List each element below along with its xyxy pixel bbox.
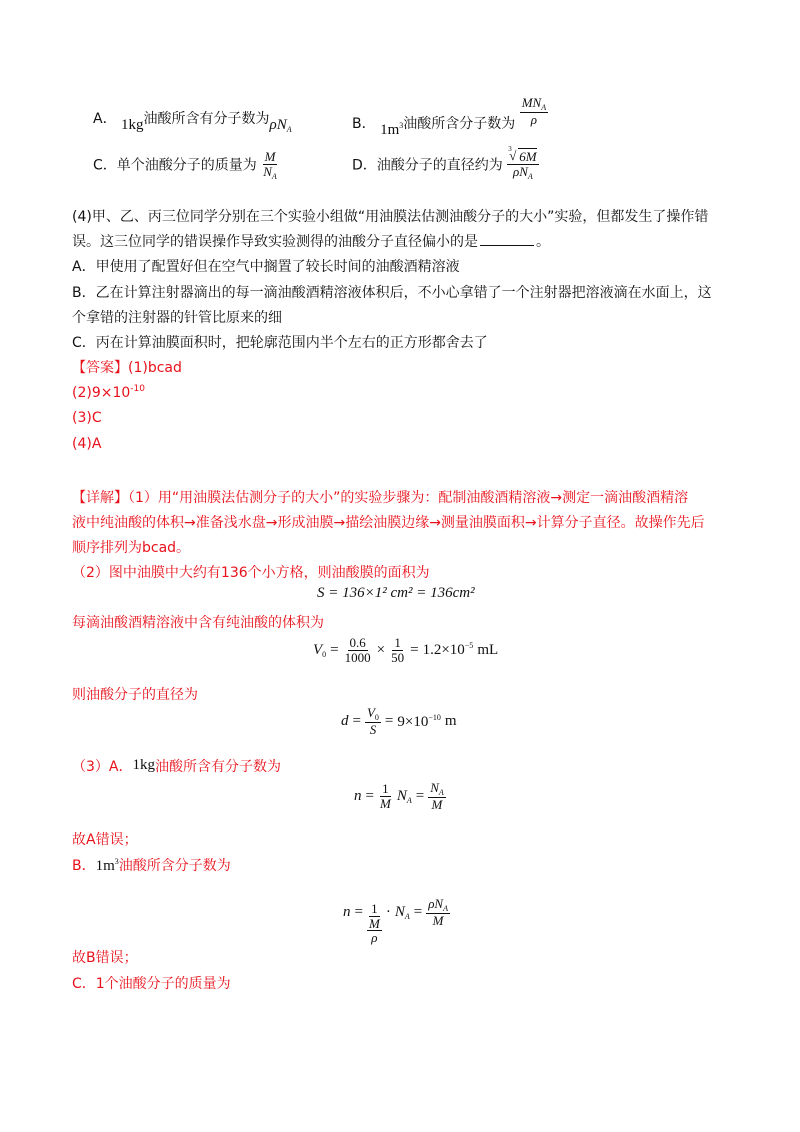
option-b-unit: 1m xyxy=(380,121,400,138)
option-d-den: ρN xyxy=(513,163,528,179)
option-c-text: 单个油酸分子的质量为 xyxy=(116,157,257,174)
answer-2-base: (2)9×10 xyxy=(72,385,131,401)
option-a-sub: A xyxy=(286,125,292,134)
option-a-prefix: A． xyxy=(93,111,117,127)
equation-volume: $V_0$ = $\frac{0.6}{1000}$ × $\frac{1}{50}$ = $1.2\times 10^{-5}$ mL xyxy=(313,635,499,665)
option-b xyxy=(352,95,548,138)
eq-n2-r-num-sub: A xyxy=(443,903,448,913)
eq-n2-f-den-top: M xyxy=(368,915,380,931)
option-a-n: N xyxy=(276,117,287,133)
explain-p6-prefix: B． xyxy=(72,858,96,874)
option-b-num: MN xyxy=(521,95,542,110)
answer-3: (3)C xyxy=(72,410,102,426)
eq-v-f2-den: 50 xyxy=(391,649,405,665)
option-a-unit: 1kg xyxy=(121,117,144,133)
eq-n1-f-den: M xyxy=(379,796,391,812)
explain-p5-unit: 1kg xyxy=(132,757,155,773)
option-d-text: 油酸分子的直径约为 xyxy=(376,157,503,174)
answer-2 xyxy=(72,384,145,401)
q4-stem-line2-end: 。 xyxy=(536,234,550,250)
equation-diameter: d = $\frac{V_0}{S}$ = $9\times 10^{-10}$ m xyxy=(341,705,457,738)
equation-count-kg: n = $\frac{1}{M}$ $N_A$ = $\frac{N_A}{M}$ xyxy=(354,780,444,813)
eq-n2-r-den: M xyxy=(432,913,444,929)
explain-p5 xyxy=(72,756,281,776)
q4-option-b-line2: 个拿错的注射器的针管比原来的细 xyxy=(72,310,282,326)
explain-p6-unit-sup: 3 xyxy=(114,857,119,866)
eq-d-den: S xyxy=(369,722,377,738)
eq-d-num-sub: 0 xyxy=(374,713,379,722)
eq-v-f2-num: 1 xyxy=(394,635,401,650)
eq-d-rhs-exp: −10 xyxy=(428,712,441,722)
option-d-root-radicand: 6M xyxy=(519,149,537,164)
explain-wrong-b: 故B错误； xyxy=(72,950,138,966)
option-a xyxy=(93,108,292,134)
q4-stem-line2 xyxy=(72,231,550,251)
option-d-den-sub: A xyxy=(527,171,533,181)
eq-n1-r-num: N xyxy=(430,780,439,795)
eq-n1-lhs: n xyxy=(354,788,362,805)
q4-option-b-line1: B．乙在计算注射器滴出的每一滴油酸酒精溶液体积后，不小心拿错了一个注射器把溶液滴在水面上，这 xyxy=(72,285,712,301)
option-b-text: 油酸所含分子数为 xyxy=(403,115,516,132)
option-d-prefix: D． xyxy=(352,157,377,174)
explain-p2: （2）图中油膜中大约有136个小方格，则油酸膜的面积为 xyxy=(72,565,430,581)
option-c xyxy=(93,150,279,181)
explain-p5-text: 油酸所含有分子数为 xyxy=(154,759,281,775)
eq-n2-f-num: 1 xyxy=(371,901,378,916)
eq-d-num: V xyxy=(366,705,375,720)
option-c-prefix: C． xyxy=(93,157,117,174)
answer-line xyxy=(72,357,182,377)
eq-d-unit: m xyxy=(444,713,457,730)
eq-n2-r-num: ρN xyxy=(428,895,444,911)
q4-option-a: A．甲使用了配置好但在空气中搁置了较长时间的油酸酒精溶液 xyxy=(72,259,460,275)
explain-p6-text: 油酸所含分子数为 xyxy=(118,858,231,874)
eq-v-f1-num: 0.6 xyxy=(349,635,366,650)
eq-n1-mid-sub: A xyxy=(406,796,412,806)
eq-v-lhs-sub: 0 xyxy=(322,649,327,659)
eq-v-f1-den: 1000 xyxy=(344,649,371,665)
option-c-num: M xyxy=(264,149,276,164)
eq-v-rhs: 1.2×10 xyxy=(422,642,465,659)
option-a-rho: ρ xyxy=(269,117,277,133)
option-c-den-sub: A xyxy=(271,171,277,181)
option-d-root-index: √ 3 xyxy=(508,145,512,153)
q4-stem-line2-text: 误。这三位同学的错误操作导致实验测得的油酸分子直径偏小的是 xyxy=(72,234,478,250)
eq-n1-r-num-sub: A xyxy=(438,788,444,797)
eq-d-lhs: d xyxy=(341,713,349,730)
option-c-den: N xyxy=(263,163,272,179)
eq-d-rhs: 9×10 xyxy=(397,713,429,730)
eq-n1-mid: N xyxy=(396,788,407,805)
explain-p3: 每滴油酸酒精溶液中含有纯油酸的体积为 xyxy=(72,615,324,631)
equation-count-m3: n = 1 M ρ · $N_A$ = $\frac{\rho N_A}{M}$ xyxy=(343,895,448,946)
q4-stem-line1: (4)甲、乙、丙三位同学分别在三个实验小组做“用油膜法估测油酸分子的大小”实验，但都发生了操作错 xyxy=(72,209,709,225)
explain-p1-line2: 液中纯油酸的体积→准备浅水盘→形成油膜→描绘油膜边缘→测量油膜面积→计算分子直径。故操作先后 xyxy=(72,515,705,531)
option-b-den: ρ xyxy=(530,112,537,128)
answer-2-exp: -10 xyxy=(130,384,145,394)
q4-option-c: C．丙在计算油膜面积时，把轮廓范围内半个左右的正方形都舍去了 xyxy=(72,335,488,351)
option-d xyxy=(352,145,539,181)
option-d-fraction xyxy=(507,145,538,181)
eq-v-unit: mL xyxy=(477,641,499,658)
option-b-fraction xyxy=(520,96,548,127)
explain-p6-unit: 1m xyxy=(95,858,115,874)
answer-4: (4)A xyxy=(72,436,102,452)
explain-p4: 则油酸分子的直径为 xyxy=(72,687,198,703)
explain-p1-text: （1）用“用油膜法估测分子的大小”的实验步骤为：配制油酸酒精溶液→测定一滴油酸酒精溶 xyxy=(128,490,689,506)
option-c-fraction xyxy=(261,150,279,181)
explain-p1-line1 xyxy=(72,487,688,507)
answer-1: (1)bcad xyxy=(128,360,182,376)
option-a-text: 油酸所含有分子数为 xyxy=(143,111,270,127)
explain-p1-line3: 顺序排列为bcad。 xyxy=(72,540,191,556)
explain-wrong-a: 故A错误； xyxy=(72,832,138,848)
option-b-unit-sup: 3 xyxy=(399,120,404,130)
eq-n1-f-num: 1 xyxy=(382,781,389,797)
eq-v-lhs: V xyxy=(313,641,323,658)
explain-p7: C．1个油酸分子的质量为 xyxy=(72,976,231,992)
option-b-num-sub: A xyxy=(541,103,547,112)
eq-n2-mid-sub: A xyxy=(404,911,410,921)
answer-blank xyxy=(480,233,534,246)
option-b-prefix: B． xyxy=(352,115,376,132)
eq-v-rhs-exp: −5 xyxy=(464,641,474,651)
eq-n2-mid: N xyxy=(394,903,405,920)
answer-label: 【答案】 xyxy=(72,360,128,376)
eq-n2-f-den-bot: ρ xyxy=(371,930,378,946)
explain-p5-prefix: （3）A． xyxy=(72,759,133,775)
explain-label: 【详解】 xyxy=(72,490,128,506)
explain-p6 xyxy=(72,855,231,875)
eq-n1-r-den: M xyxy=(431,797,443,813)
equation-area: S = 136×1² cm² = 136cm² xyxy=(317,585,475,601)
eq-n2-lhs: n xyxy=(343,903,351,920)
